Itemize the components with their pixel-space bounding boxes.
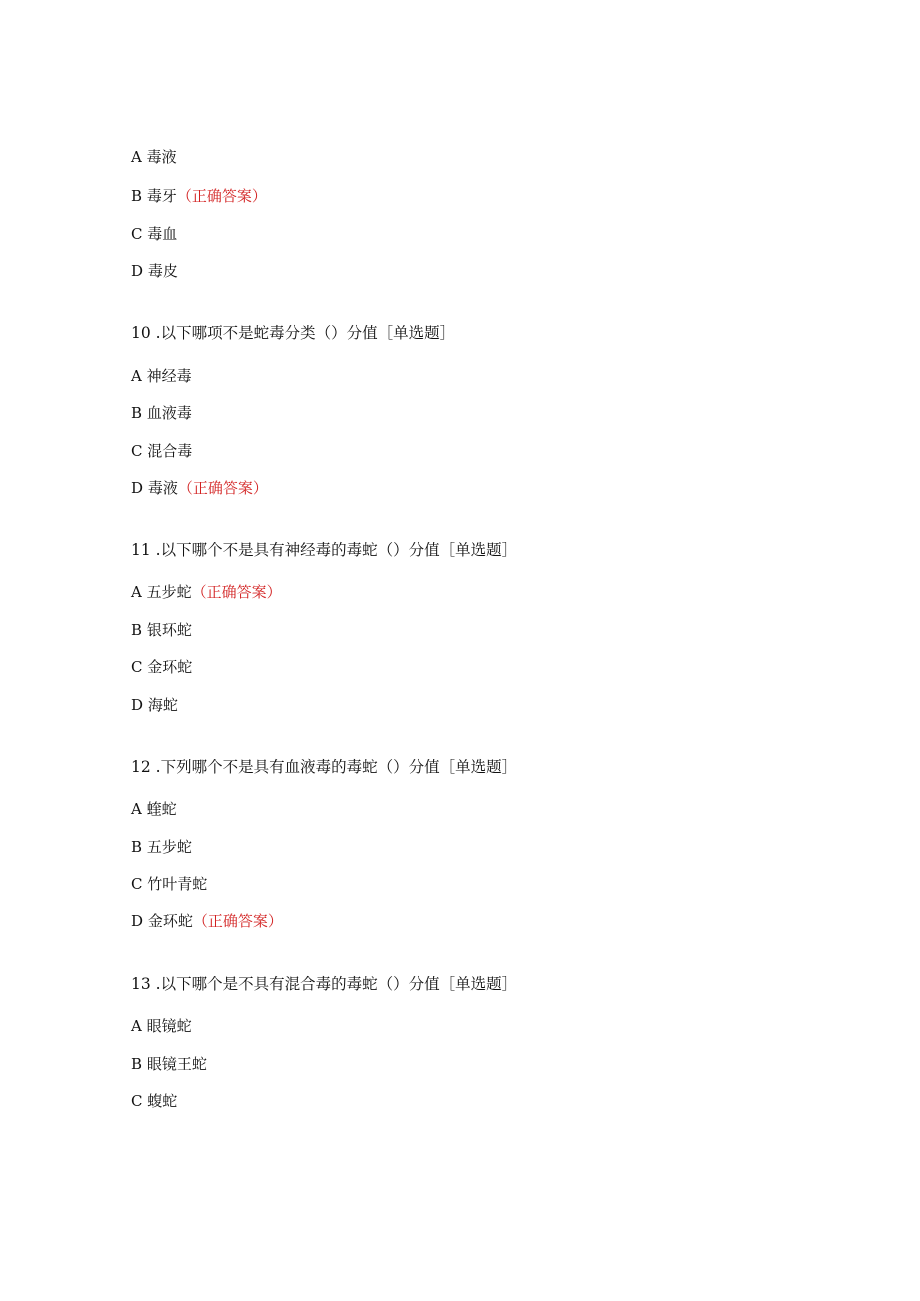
option-text: 竹叶青蛇 xyxy=(147,875,208,893)
option-text: 眼镜蛇 xyxy=(146,1017,192,1035)
q11-option-c xyxy=(131,657,192,677)
option-b xyxy=(131,186,267,206)
option-text: 五步蛇 xyxy=(146,583,192,601)
option-text: 金环蛇 xyxy=(147,912,193,930)
option-text: 蝰蛇 xyxy=(146,800,177,818)
option-d xyxy=(131,261,178,281)
option-letter: C xyxy=(131,442,143,460)
q12-option-c xyxy=(131,874,207,894)
option-letter: C xyxy=(131,225,143,243)
option-letter: A xyxy=(131,367,142,385)
option-letter: B xyxy=(131,1055,143,1073)
option-letter: D xyxy=(131,479,144,497)
option-text: 银环蛇 xyxy=(146,621,192,639)
option-text: 蝮蛇 xyxy=(147,1092,178,1110)
q10-option-b xyxy=(131,403,192,423)
option-text: 毒液 xyxy=(147,479,178,497)
q12-option-a xyxy=(131,799,177,819)
option-letter: D xyxy=(131,262,144,280)
question-10-title: 10 .以下哪项不是蛇毒分类（）分值［单选题］ xyxy=(131,324,456,342)
option-text: 金环蛇 xyxy=(147,658,193,676)
option-letter: A xyxy=(131,1017,142,1035)
question-11-title: 11 .以下哪个不是具有神经毒的毒蛇（）分值［单选题］ xyxy=(131,541,518,559)
question-12-title: 12 .下列哪个不是具有血液毒的毒蛇（）分值［单选题］ xyxy=(131,758,518,776)
q13-option-a xyxy=(131,1016,192,1036)
option-text: 眼镜王蛇 xyxy=(146,1055,207,1073)
option-letter: B xyxy=(131,838,143,856)
q13-option-c xyxy=(131,1091,177,1111)
option-text: 毒液 xyxy=(146,148,177,166)
correct-answer-mark: （正确答案） xyxy=(192,912,283,930)
option-text: 混合毒 xyxy=(147,442,193,460)
option-text: 五步蛇 xyxy=(146,838,192,856)
q11-option-d xyxy=(131,695,178,715)
q12-option-d xyxy=(131,911,283,931)
option-letter: B xyxy=(131,621,143,639)
option-letter: C xyxy=(131,658,143,676)
option-letter: A xyxy=(131,583,142,601)
q11-option-a xyxy=(131,582,282,602)
q10-option-a xyxy=(131,366,192,386)
option-letter: A xyxy=(131,800,142,818)
option-text: 毒皮 xyxy=(147,262,178,280)
q13-option-b xyxy=(131,1054,207,1074)
option-text: 毒牙 xyxy=(146,187,177,205)
question-13-title: 13 .以下哪个是不具有混合毒的毒蛇（）分值［单选题］ xyxy=(131,975,518,993)
option-letter: D xyxy=(131,696,144,714)
option-c xyxy=(131,224,177,244)
correct-answer-mark: （正确答案） xyxy=(177,479,268,497)
option-letter: C xyxy=(131,875,143,893)
option-text: 血液毒 xyxy=(146,404,192,422)
option-letter: B xyxy=(131,404,143,422)
option-letter: A xyxy=(131,148,142,166)
correct-answer-mark: （正确答案） xyxy=(176,187,267,205)
correct-answer-mark: （正确答案） xyxy=(191,583,282,601)
option-letter: B xyxy=(131,187,143,205)
q12-option-b xyxy=(131,837,192,857)
q11-option-b xyxy=(131,620,192,640)
q10-option-d xyxy=(131,478,268,498)
option-text: 海蛇 xyxy=(147,696,178,714)
q10-option-c xyxy=(131,441,192,461)
option-a xyxy=(131,147,177,167)
option-letter: D xyxy=(131,912,144,930)
option-text: 神经毒 xyxy=(146,367,192,385)
option-letter: C xyxy=(131,1092,143,1110)
option-text: 毒血 xyxy=(147,225,178,243)
